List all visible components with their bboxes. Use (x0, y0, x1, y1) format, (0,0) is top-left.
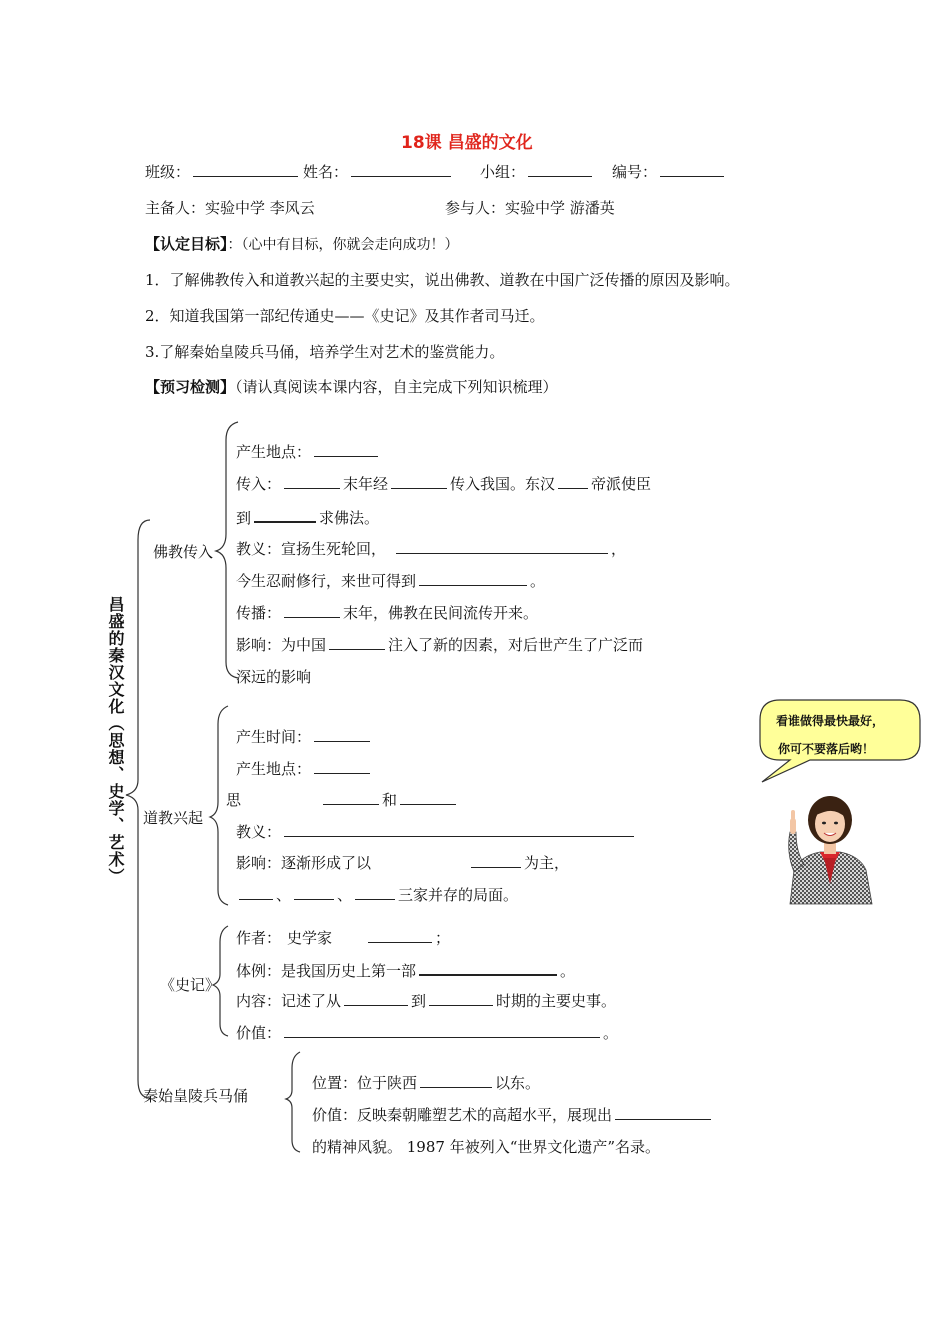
spread-d: 帝派使臣 (591, 475, 652, 493)
taoism-thought (320, 790, 459, 810)
bubble-line-2: 你可不要落后哟！ (778, 742, 875, 756)
shiji-style-label: 体例：是我国历史上第一部 (236, 962, 417, 980)
terracotta-value (312, 1105, 714, 1125)
taoism-time-blank[interactable] (314, 727, 370, 742)
doctrine-label: 教义：宣扬生死轮回， (236, 540, 387, 558)
taoism-place (236, 759, 373, 779)
buddhism-place-label: 产生地点： (236, 443, 312, 461)
buddhism-influence-c: 深远的影响 (236, 668, 312, 686)
spread-c: 传入我国。东汉 (450, 475, 556, 493)
goal-item-2: 2．知道我国第一部纪传通史——《史记》及其作者司马迁。 (145, 307, 545, 325)
taoism-doctrine-blank[interactable] (284, 822, 634, 837)
goals-heading-label: 【认定目标】 (145, 235, 228, 253)
shiji-semicolon: ； (435, 929, 451, 947)
goals-heading-note: ：（心中有目标，你就会走向成功！） (227, 237, 459, 253)
terracotta-location-b: 以东。 (495, 1074, 541, 1092)
class-label: 班级： (145, 163, 191, 181)
bubble-line-1: 看谁做得最快最好， (776, 714, 885, 728)
seek-label: 求佛法。 (319, 509, 380, 527)
thought-blank-1[interactable] (323, 790, 379, 805)
shiji-value (236, 1023, 618, 1043)
buddhism-label: 佛教传入 (153, 543, 214, 561)
preview-heading-note: （请认真阅读本课内容，自主完成下列知识梳理） (235, 378, 558, 396)
shiji-content-b: 到 (411, 992, 427, 1010)
shiji-value-label: 价值： (236, 1024, 282, 1042)
to-blank[interactable] (254, 507, 316, 523)
taoism-influence-c: 为主， (524, 854, 570, 872)
terracotta-value-b: 的精神风貌。 1987 年被列入“世界文化遗产”名录。 (312, 1138, 661, 1156)
shiji-value-end: 。 (603, 1024, 619, 1042)
spread-a: 传入： (236, 475, 282, 493)
shiji-style-blank[interactable] (419, 960, 557, 976)
taoism-label: 道教兴起 (143, 809, 204, 827)
shiji-value-blank[interactable] (284, 1023, 600, 1038)
root-label: 昌盛的秦汉文化（思想、史学、艺术） (106, 596, 125, 885)
terracotta-location (312, 1073, 540, 1093)
buddhism-influence (236, 635, 643, 655)
terracotta-location-a: 位置：位于陕西 (312, 1074, 418, 1092)
preparer-line: 主备人：实验中学 李风云 (145, 199, 315, 217)
name-label: 姓名： (303, 163, 349, 181)
taoism-influence-blank[interactable] (471, 853, 521, 868)
taoism-place-blank[interactable] (314, 759, 370, 774)
taoism-blank-b[interactable] (294, 885, 334, 900)
doctrine-comma: ， (611, 540, 627, 558)
shiji-content-c: 时期的主要史事。 (496, 992, 617, 1010)
prop-blank[interactable] (284, 603, 340, 618)
buddhism-propagation (236, 603, 538, 623)
taoism-doctrine-label: 教义： (236, 823, 282, 841)
dun-2: 、 (337, 886, 353, 904)
taoism-doctrine (236, 822, 637, 842)
influence-a: 影响：为中国 (236, 636, 327, 654)
spread-blank-2[interactable] (391, 474, 447, 489)
preview-heading-label: 【预习检测】 (145, 378, 236, 396)
taoism-influence-a: 影响： (236, 854, 282, 872)
terracotta-value-a: 价值：反映秦朝雕塑艺术的高超水平，展现出 (312, 1106, 613, 1124)
number-label: 编号： (612, 163, 658, 181)
taoism-place-label: 产生地点： (236, 760, 312, 778)
doctrine2-blank[interactable] (419, 571, 527, 586)
spread-b: 末年经 (343, 475, 389, 493)
buddhism-place (236, 442, 381, 462)
goal-item-3: 3.了解秦始皇陵兵马俑，培养学生对艺术的鉴赏能力。 (145, 343, 505, 361)
thought-blank-2[interactable] (400, 790, 456, 805)
buddhism-doctrine (236, 539, 626, 559)
taoism-thought-label: 思 (226, 791, 242, 809)
to-label: 到 (236, 509, 252, 527)
influence-b: 注入了新的因素，对后世产生了广泛而 (388, 636, 644, 654)
dun-1: 、 (276, 886, 292, 904)
terracotta-label: 秦始皇陵兵马俑 (143, 1087, 249, 1105)
taoism-blank-c[interactable] (355, 885, 395, 900)
shiji-content-blank-2[interactable] (429, 991, 493, 1006)
shiji-content-a: 内容：记述了从 (236, 992, 342, 1010)
shiji-author-label: 作者： (236, 929, 282, 947)
shiji-content (236, 991, 616, 1011)
doctrine2-label: 今生忍耐修行，来世可得到 (236, 572, 417, 590)
buddhism-spread (236, 474, 651, 494)
spread-blank-3[interactable] (558, 474, 588, 489)
spread-blank-1[interactable] (284, 474, 340, 489)
page-title: 18课 昌盛的文化 (401, 133, 533, 153)
prop-a: 传播： (236, 604, 282, 622)
thought-and: 和 (382, 791, 398, 809)
taoism-influence-2 (236, 885, 518, 905)
taoism-time-label: 产生时间： (236, 728, 312, 746)
taoism-blank-a[interactable] (239, 885, 273, 900)
terracotta-value-blank[interactable] (615, 1105, 711, 1120)
taoism-influence-d: 三家并存的局面。 (398, 886, 519, 904)
terracotta-location-blank[interactable] (420, 1073, 492, 1088)
buddhism-doctrine2 (236, 571, 545, 591)
shiji-author-b: 史学家 (287, 929, 333, 947)
goal-item-1: 1．了解佛教传入和道教兴起的主要史实，说出佛教、道教在中国广泛传播的原因及影响。 (145, 271, 740, 289)
influence-blank[interactable] (329, 635, 385, 650)
participant-line: 参与人：实验中学 游潘英 (445, 199, 615, 217)
doctrine2-period: 。 (530, 572, 546, 590)
taoism-influence-b: 逐渐形成了以 (281, 854, 372, 872)
doctrine-blank[interactable] (396, 539, 608, 554)
taoism-time (236, 727, 373, 747)
shiji-style (236, 960, 575, 981)
shiji-style-end: 。 (560, 962, 576, 980)
buddhism-place-blank[interactable] (314, 442, 378, 457)
group-label: 小组： (480, 163, 526, 181)
shiji-label: 《史记》 (160, 976, 221, 994)
shiji-author (236, 928, 450, 948)
buddhism-to (236, 507, 379, 528)
shiji-content-blank-1[interactable] (344, 991, 408, 1006)
taoism-influence (236, 853, 569, 873)
shiji-author-blank[interactable] (368, 928, 432, 943)
girl-illustration (780, 792, 880, 904)
prop-b: 末年，佛教在民间流传开来。 (343, 604, 539, 622)
